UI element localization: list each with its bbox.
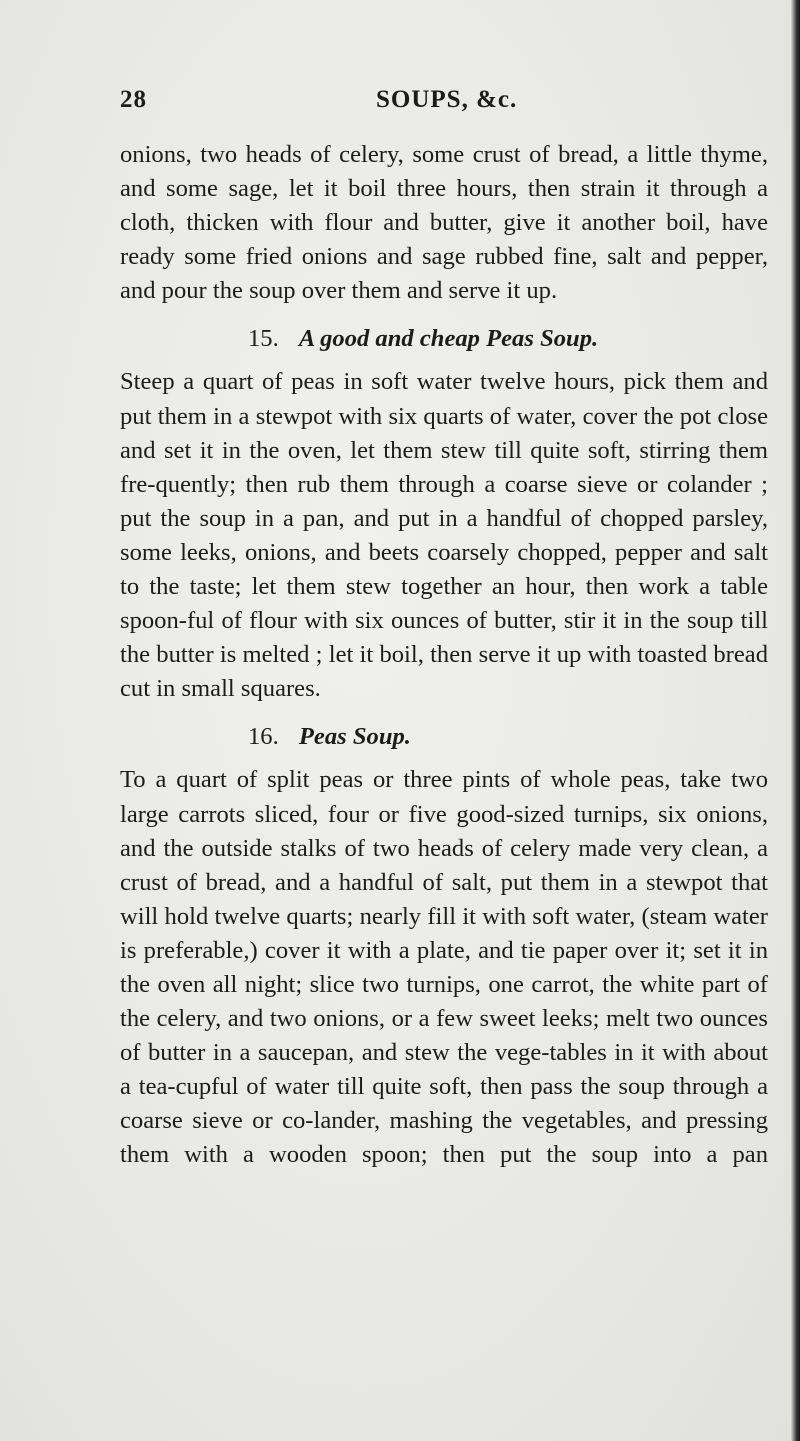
recipe-title: A good and cheap Peas Soup. — [298, 325, 599, 353]
recipe-number: 16. — [248, 723, 279, 751]
page-edge-shadow — [791, 0, 800, 1441]
recipe-heading-16 — [120, 720, 768, 754]
recipe-number: 15. — [248, 325, 279, 353]
page-number: 28 — [120, 86, 147, 113]
running-head — [120, 82, 768, 122]
continued-paragraph: onions, two heads of celery, some crust of bread, a little thyme, and some sage, let it boil three hours, then strain it through a cloth, thicken with flour and butter, give it another boil, have ready some fried onions and sage rubbed fine, salt and pepper, and pour the soup over them and serve it up. — [120, 141, 768, 305]
recipe-paragraph-15: Steep a quart of peas in soft water twelve hours, pick them and put them in a stewpot with six quarts of water, cover the pot close and set it in the oven, let them stew till quite soft, stirring them fre-quently; then rub them through a coarse sieve or colander ; put the soup in a pan, and put in a handful of chopped parsley, some leeks, onions, and beets coarsely chopped, pepper and salt to the taste; let them stew together an hour, then work a table spoon-ful of flour with six ounces of butter, stir it in the soup till the butter is melted ; let it boil, then serve it up with toasted bread cut in small squares. — [120, 368, 768, 703]
body-text — [120, 138, 768, 1173]
recipe-title: Peas Soup. — [298, 723, 411, 751]
recipe-heading-15 — [120, 322, 768, 356]
running-title: SOUPS, &c. — [376, 86, 518, 113]
recipe-paragraph-16: To a quart of split peas or three pints of whole peas, take two large carrots sliced, four or five good-sized turnips, six onions, and the outside stalks of two heads of celery made very clean, a crust of bread, and a handful of salt, put them in a stewpot that will hold twelve quarts; nearly fill it with soft water, (steam water is preferable,) cover it with a plate, and tie paper over it; set it in the oven all night; slice two turnips, one carrot, the white part of the celery, and two onions, or a few sweet leeks; melt two ounces of butter in a saucepan, and stew the vege-tables in it with about a tea-cupful of water till quite soft, then pass the soup through a coarse sieve or co-lander, mashing the vegetables, and pressing them with a wooden spoon; then put the soup into a pan — [120, 766, 768, 1169]
page-content — [120, 82, 768, 1173]
